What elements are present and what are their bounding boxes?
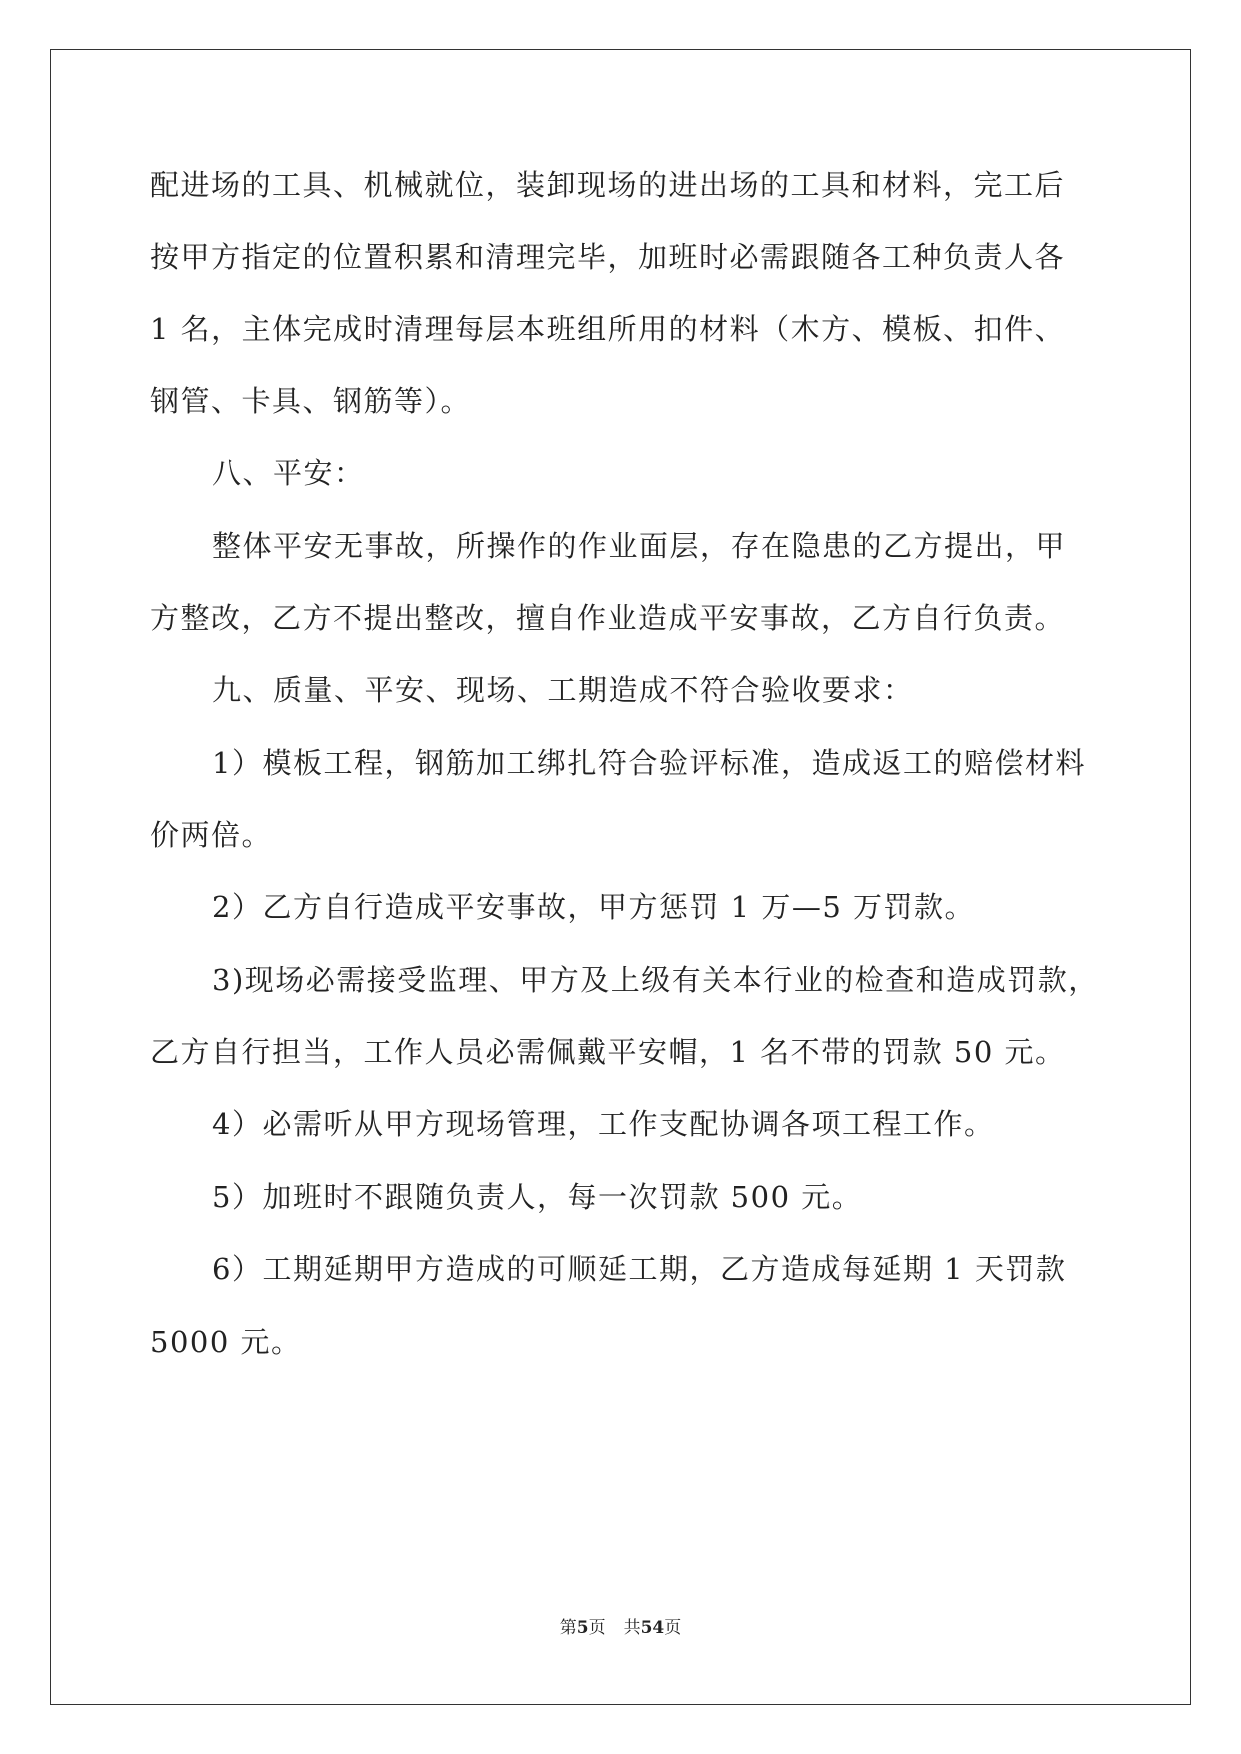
page-footer	[0, 1616, 1241, 1640]
current-page-number: 5	[576, 1618, 589, 1638]
section-heading: 九、质量、平安、现场、工期造成不符合验收要求：	[212, 673, 914, 707]
text-line: 方整改，乙方不提出整改，擅自作业造成平安事故，乙方自行负责。	[150, 601, 1066, 635]
text-line: 3)现场必需接受监理、甲方及上级有关本行业的检查和造成罚款，	[212, 963, 1099, 997]
page-suffix: 页	[588, 1618, 606, 1638]
total-prefix: 共	[623, 1618, 641, 1638]
page-border	[50, 49, 1191, 1705]
text-line: 5）加班时不跟随负责人，每一次罚款 500 元。	[212, 1180, 863, 1214]
text-line: 价两倍。	[150, 818, 273, 852]
total-suffix: 页	[664, 1618, 682, 1638]
text-line: 整体平安无事故，所操作的作业面层，存在隐患的乙方提出，甲	[212, 529, 1067, 563]
text-line: 乙方自行担当，工作人员必需佩戴平安帽，1 名不带的罚款 50 元。	[150, 1035, 1066, 1069]
text-line: 1 名，主体完成时清理每层本班组所用的材料（木方、模板、扣件、	[150, 312, 1066, 346]
total-page-number: 54	[640, 1618, 665, 1638]
text-line: 按甲方指定的位置积累和清理完毕，加班时必需跟随各工种负责人各	[150, 240, 1066, 274]
page-prefix: 第	[559, 1618, 577, 1638]
text-line: 1）模板工程，钢筋加工绑扎符合验评标准，造成返工的赔偿材料	[212, 746, 1086, 780]
text-line: 4）必需听从甲方现场管理，工作支配协调各项工程工作。	[212, 1107, 995, 1141]
text-line: 2）乙方自行造成平安事故，甲方惩罚 1 万—5 万罚款。	[212, 890, 976, 924]
text-line: 6）工期延期甲方造成的可顺延工期，乙方造成每延期 1 天罚款	[212, 1252, 1067, 1286]
text-line: 配进场的工具、机械就位，装卸现场的进出场的工具和材料，完工后	[150, 168, 1066, 202]
text-line: 钢管、卡具、钢筋等）。	[150, 384, 472, 418]
text-line: 5000 元。	[150, 1325, 302, 1359]
section-heading: 八、平安：	[212, 456, 365, 490]
